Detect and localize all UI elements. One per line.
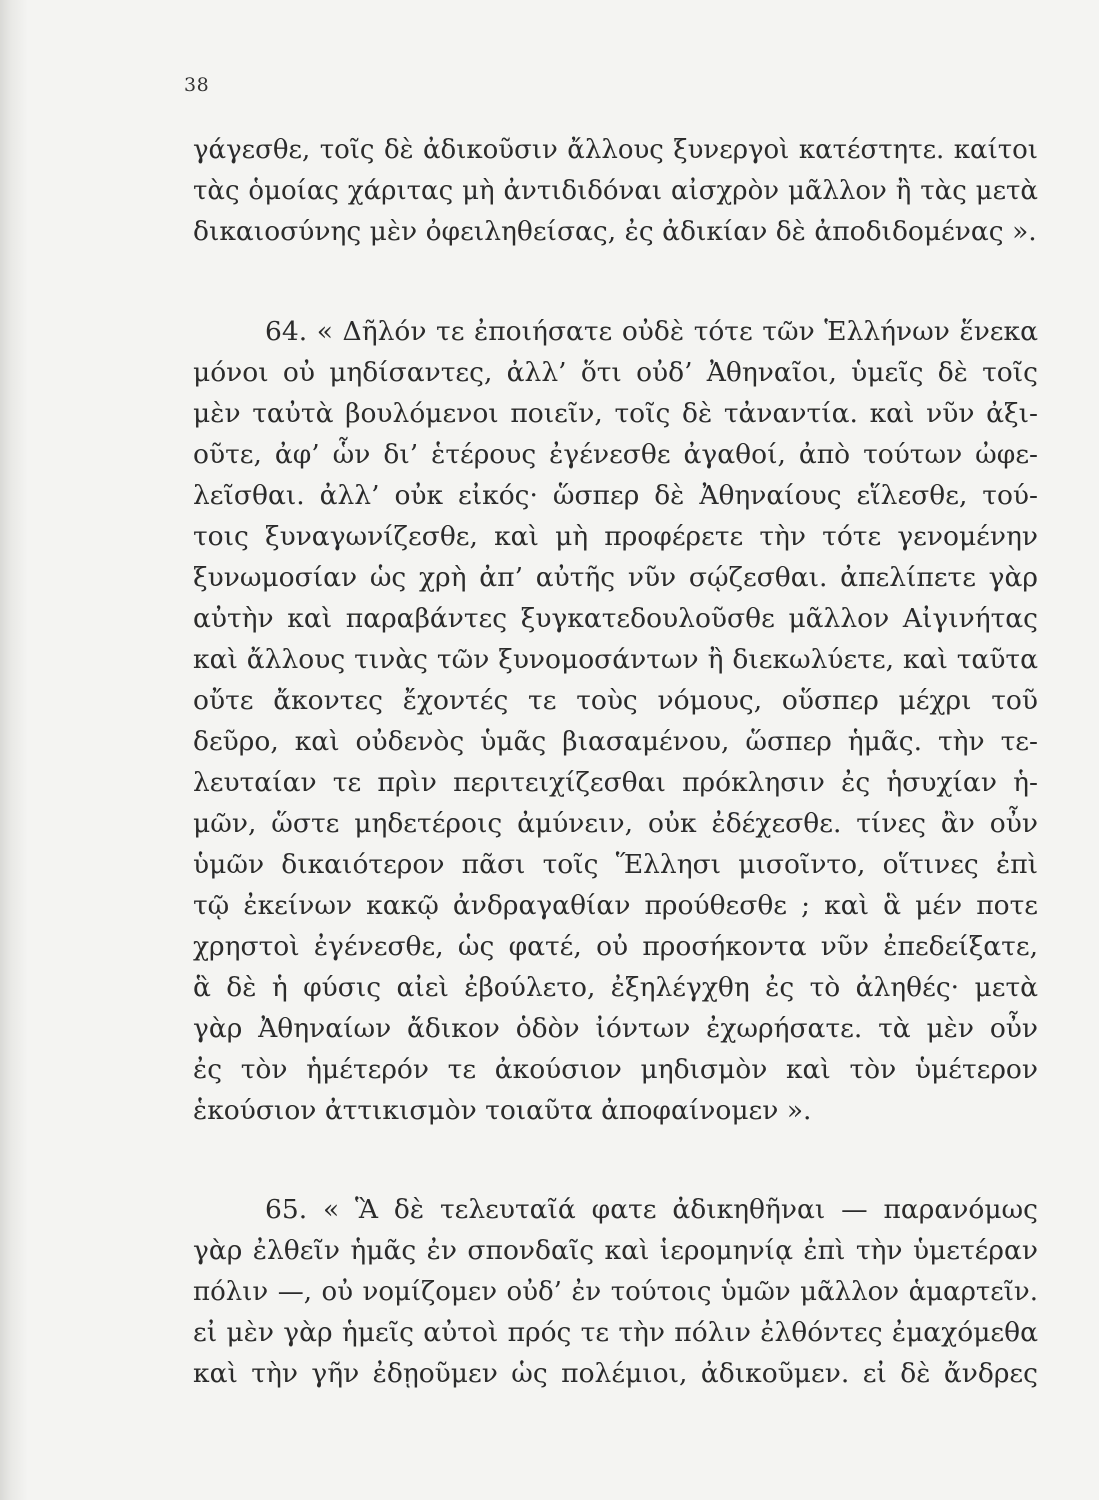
text-line: μῶν, ὥστε μηδετέροις ἀμύνειν, οὐκ ἐδέχεσθε. τίνες ἂν οὖν [193,808,1038,839]
text-line: ἑκούσιον ἀττικισμὸν τοιαῦτα ἀποφαίνομεν ». [193,1095,812,1126]
text-line: μὲν ταὐτὰ βουλόμενοι ποιεῖν, τοῖς δὲ τἀναντία. καὶ νῦν ἀξι- [193,398,1038,429]
text-line: τῷ ἐκείνων κακῷ ἀνδραγαθίαν προύθεσθε ; καὶ ἃ μέν ποτε [193,890,1038,921]
text-line: δικαιοσύνης μὲν ὀφειληθείσας, ἐς ἀδικίαν δὲ ἀποδιδομένας ». [193,216,1037,247]
text-line: τὰς ὁμοίας χάριτας μὴ ἀντιδιδόναι αἰσχρὸν μᾶλλον ἢ τὰς μετὰ [193,176,1038,206]
text-line: γὰρ ἐλθεῖν ἡμᾶς ἐν σπονδαῖς καὶ ἱερομηνίᾳ ἐπὶ τὴν ὑμετέραν [193,1235,1038,1266]
text-line: ξυνωμοσίαν ὡς χρὴ ἀπ’ αὐτῆς νῦν σῴζεσθαι. ἀπελίπετε γὰρ [193,562,1038,593]
section-64-first-line: 64. « Δῆλόν τε ἐποιήσατε οὐδὲ τότε τῶν Ἑλλήνων ἕνεκα [265,316,1038,347]
text-line: ἐς τὸν ἡμέτερόν τε ἀκούσιον μηδισμὸν καὶ τὸν ὑμέτερον [193,1054,1038,1085]
text-line: καὶ τὴν γῆν ἐδῃοῦμεν ὡς πολέμιοι, ἀδικοῦμεν. εἰ δὲ ἄνδρες [193,1358,1038,1389]
text-line: γάγεσθε, τοῖς δὲ ἀδικοῦσιν ἄλλους ξυνεργοὶ κατέστητε. καίτοι [193,135,1038,165]
text-line: καὶ ἄλλους τινὰς τῶν ξυνομοσάντων ἢ διεκωλύετε, καὶ ταῦτα [193,644,1038,675]
text-line: πόλιν —, οὐ νομίζομεν οὐδ’ ἐν τούτοις ὑμῶν μᾶλλον ἁμαρτεῖν. [193,1277,1038,1307]
text-line: γὰρ Ἀθηναίων ἄδικον ὁδὸν ἰόντων ἐχωρήσατε. τὰ μὲν οὖν [193,1013,1038,1044]
page-number: 38 [184,74,210,96]
text-line: χρηστοὶ ἐγένεσθε, ὡς φατέ, οὐ προσήκοντα νῦν ἐπεδείξατε, [193,931,1038,962]
page-edge-shadow [0,0,28,1500]
text-line: τοις ξυναγωνίζεσθε, καὶ μὴ προφέρετε τὴν τότε γενομένην [193,521,1038,552]
text-line: οῦτε, ἀφ’ ὧν δι’ ἑτέρους ἐγένεσθε ἀγαθοί, ἀπὸ τούτων ὠφε- [193,439,1038,470]
text-line: οὔτε ἄκοντες ἔχοντές τε τοὺς νόμους, οὕσπερ μέχρι τοῦ [193,685,1038,716]
text-line: λευταίαν τε πρὶν περιτειχίζεσθαι πρόκλησιν ἐς ἡσυχίαν ἡ- [193,767,1038,798]
text-line: μόνοι οὐ μηδίσαντες, ἀλλ’ ὅτι οὐδ’ Ἀθηναῖοι, ὑμεῖς δὲ τοῖς [193,357,1038,388]
text-line: αὐτὴν καὶ παραβάντες ξυγκατεδουλοῦσθε μᾶλλον Αἰγινήτας [193,603,1038,634]
text-line: εἰ μὲν γὰρ ἡμεῖς αὐτοὶ πρός τε τὴν πόλιν ἐλθόντες ἐμαχόμεθα [193,1317,1038,1348]
section-65-first-line: 65. « Ἃ δὲ τελευταῖά φατε ἀδικηθῆναι — παρανόμως [265,1194,1038,1225]
text-line: ἃ δὲ ἡ φύσις αἰεὶ ἐβούλετο, ἐξηλέγχθη ἐς τὸ ἀληθές· μετὰ [193,972,1038,1003]
text-line: ὑμῶν δικαιότερον πᾶσι τοῖς Ἕλλησι μισοῖντο, οἵτινες ἐπὶ [193,849,1038,880]
text-line: λεῖσθαι. ἀλλ’ οὐκ εἰκός· ὥσπερ δὲ Ἀθηναίους εἵλεσθε, τού- [193,480,1038,511]
text-line: δεῦρο, καὶ οὐδενὸς ὑμᾶς βιασαμένου, ὥσπερ ἡμᾶς. τὴν τε- [193,726,1038,757]
